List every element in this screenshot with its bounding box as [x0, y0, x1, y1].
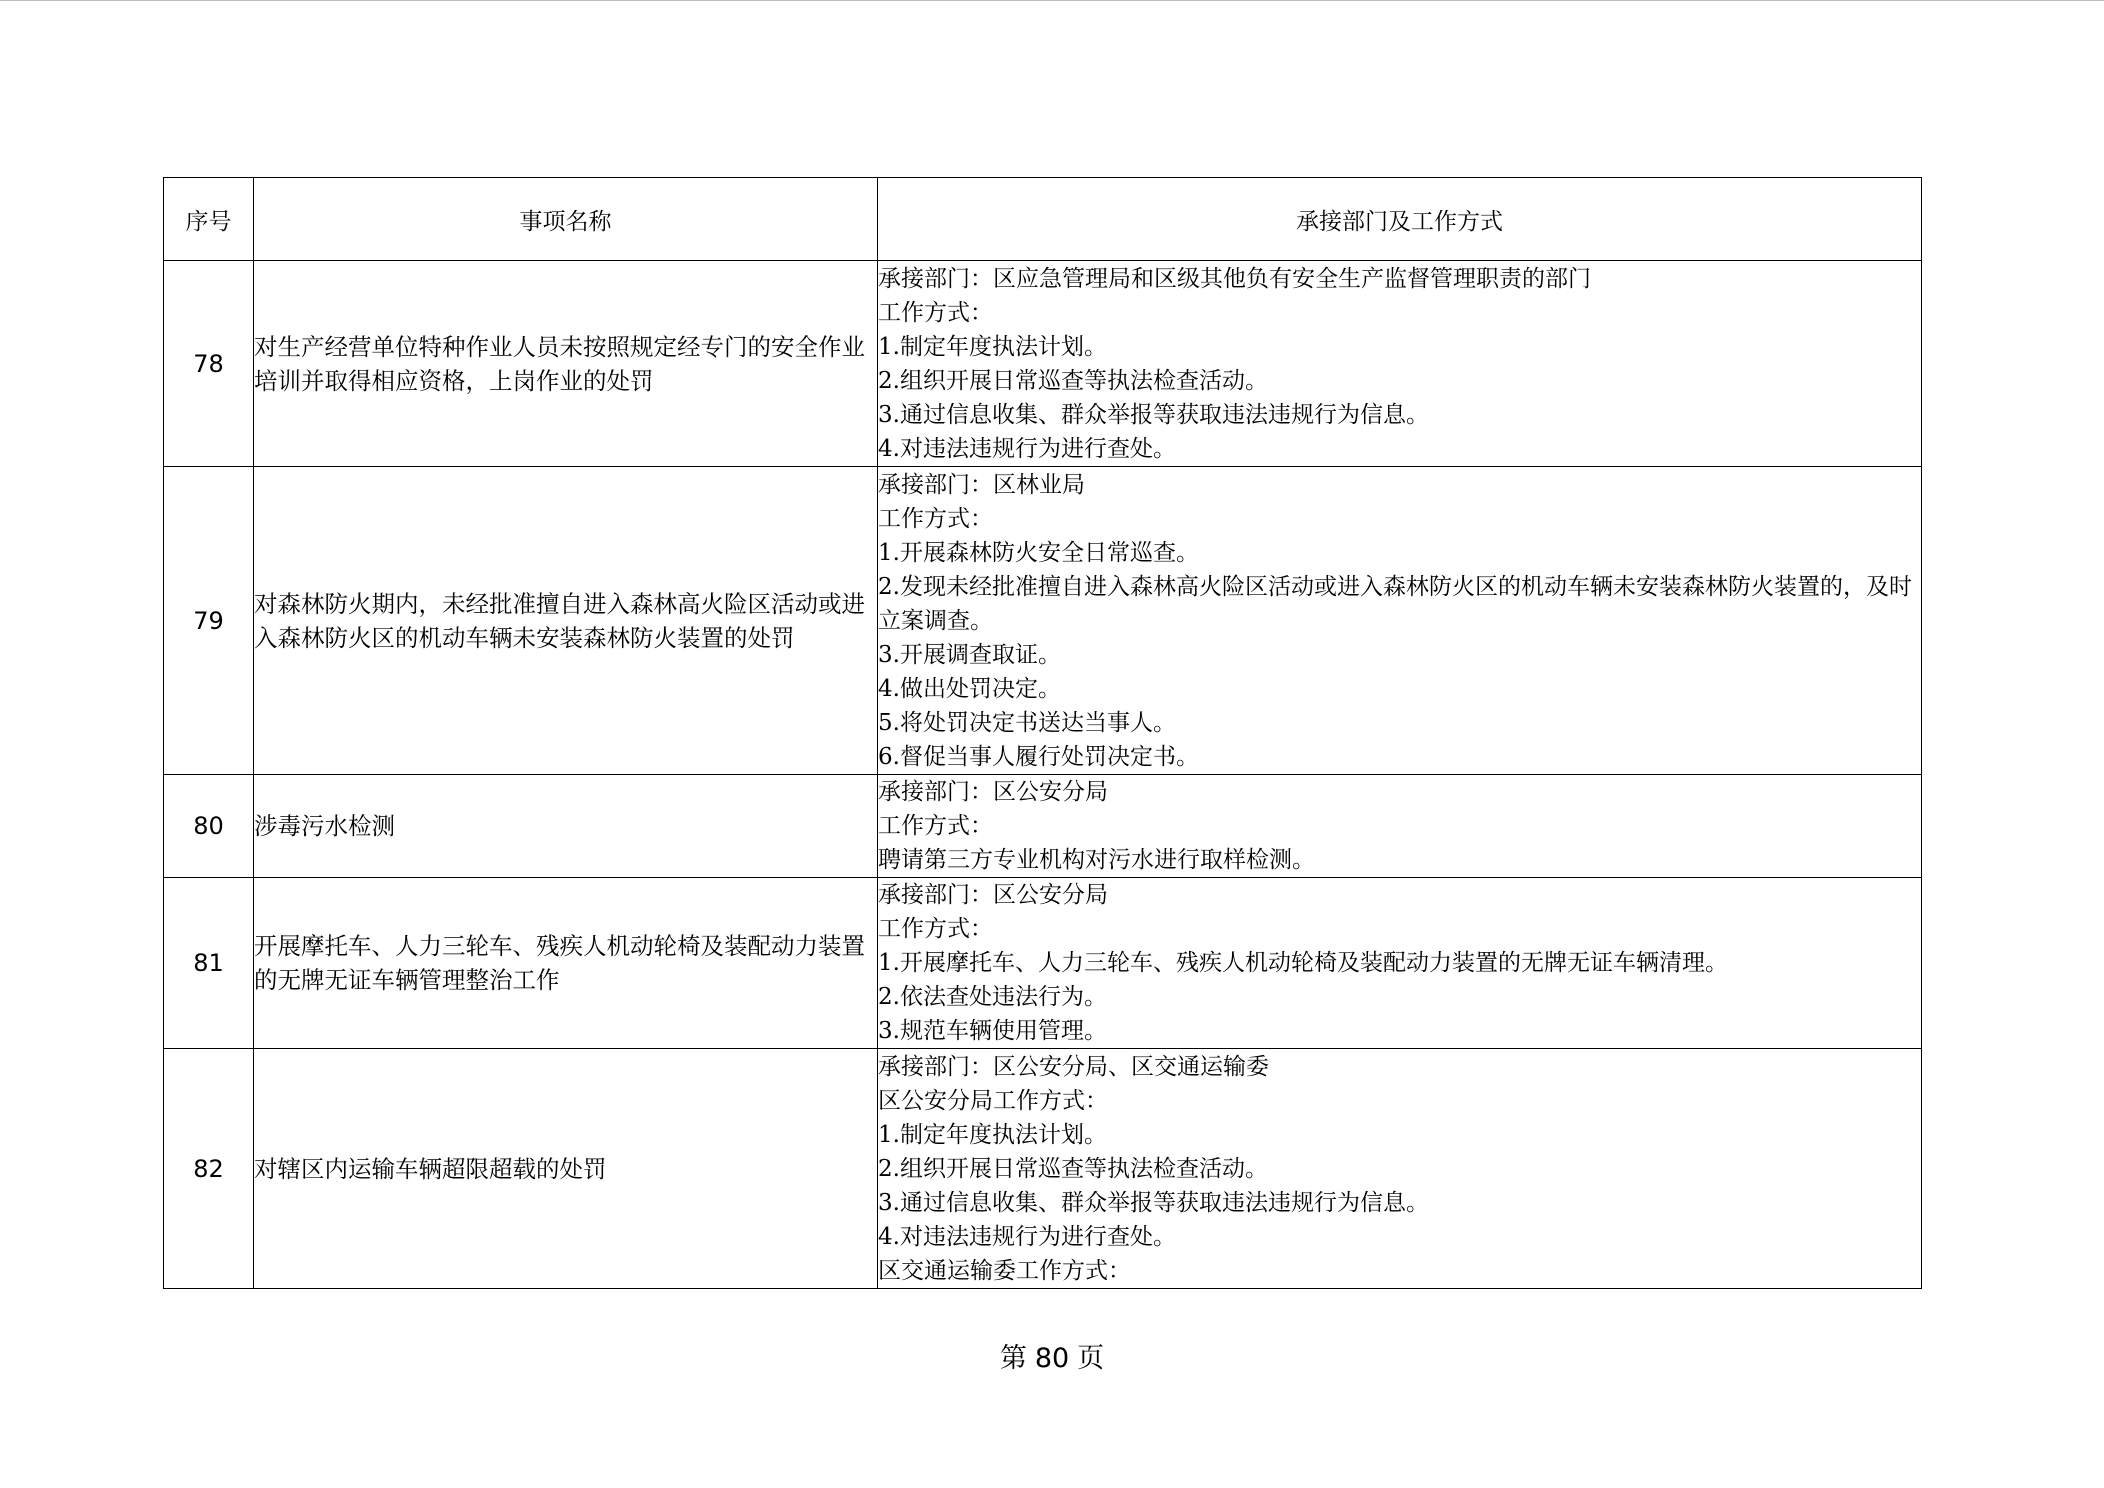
page-suffix: 页 — [1077, 1343, 1105, 1374]
dept-line: 承接部门：区应急管理局和区级其他负有安全生产监督管理职责的部门 — [878, 265, 1591, 292]
dept-line: 承接部门：区公安分局 — [878, 882, 1108, 908]
dept-line: 1.制定年度执法计划。 — [878, 333, 1107, 360]
dept-line: 区公安分局工作方式： — [878, 1087, 1108, 1114]
row-number: 79 — [164, 467, 254, 775]
dept-line: 承接部门：区林业局 — [878, 471, 1085, 498]
table-header-row — [164, 178, 1922, 261]
page-prefix: 第 — [999, 1343, 1027, 1374]
row-dept-method — [878, 1049, 1922, 1289]
table-row — [164, 1049, 1922, 1289]
header-dept-method: 承接部门及工作方式 — [878, 178, 1922, 261]
dept-line: 工作方式： — [878, 505, 993, 532]
dept-line: 1.制定年度执法计划。 — [878, 1121, 1107, 1148]
dept-line: 聘请第三方专业机构对污水进行取样检测。 — [878, 847, 1315, 873]
dept-line: 4.做出处罚决定。 — [878, 675, 1061, 702]
dept-line: 4.对违法违规行为进行查处。 — [878, 1223, 1176, 1250]
dept-line: 6.督促当事人履行处罚决定书。 — [878, 743, 1199, 770]
header-item-name: 事项名称 — [254, 178, 878, 261]
dept-line: 工作方式： — [878, 299, 993, 326]
dept-line: 2.依法查处违法行为。 — [878, 984, 1107, 1010]
table-row — [164, 878, 1922, 1049]
row-item-name: 涉毒污水检测 — [254, 775, 878, 878]
dept-line: 5.将处罚决定书送达当事人。 — [878, 709, 1176, 736]
table-row — [164, 775, 1922, 878]
dept-line: 3.通过信息收集、群众举报等获取违法违规行为信息。 — [878, 401, 1429, 428]
row-item-name: 对辖区内运输车辆超限超载的处罚 — [254, 1049, 878, 1289]
row-number: 81 — [164, 878, 254, 1049]
dept-line: 区交通运输委工作方式： — [878, 1257, 1131, 1284]
dept-line: 承接部门：区公安分局、区交通运输委 — [878, 1053, 1269, 1080]
row-dept-method — [878, 467, 1922, 775]
page-footer — [0, 1336, 2104, 1375]
dept-line: 承接部门：区公安分局 — [878, 779, 1108, 805]
dept-line: 2.组织开展日常巡查等执法检查活动。 — [878, 1155, 1268, 1182]
row-number: 82 — [164, 1049, 254, 1289]
top-border-line — [0, 0, 2104, 1]
dept-line: 3.通过信息收集、群众举报等获取违法违规行为信息。 — [878, 1189, 1429, 1216]
page-number: 80 — [1034, 1343, 1070, 1374]
row-number: 80 — [164, 775, 254, 878]
row-dept-method — [878, 775, 1922, 878]
dept-line: 2.发现未经批准擅自进入森林高火险区活动或进入森林防火区的机动车辆未安装森林防火装置的，及时立案调查。 — [878, 573, 1912, 634]
row-number: 78 — [164, 261, 254, 467]
row-dept-method — [878, 261, 1922, 467]
dept-line: 工作方式： — [878, 916, 993, 942]
row-item-name: 开展摩托车、人力三轮车、残疾人机动轮椅及装配动力装置的无牌无证车辆管理整治工作 — [254, 878, 878, 1049]
table-row — [164, 467, 1922, 775]
dept-line: 工作方式： — [878, 813, 993, 839]
dept-line: 1.开展摩托车、人力三轮车、残疾人机动轮椅及装配动力装置的无牌无证车辆清理。 — [878, 950, 1728, 976]
dept-line: 2.组织开展日常巡查等执法检查活动。 — [878, 367, 1268, 394]
matters-table — [163, 177, 1922, 1289]
dept-line: 3.开展调查取证。 — [878, 641, 1061, 668]
header-seq: 序号 — [164, 178, 254, 261]
dept-line: 4.对违法违规行为进行查处。 — [878, 435, 1176, 462]
table-row — [164, 261, 1922, 467]
row-item-name: 对生产经营单位特种作业人员未按照规定经专门的安全作业培训并取得相应资格，上岗作业的处罚 — [254, 261, 878, 467]
dept-line: 1.开展森林防火安全日常巡查。 — [878, 539, 1199, 566]
row-item-name: 对森林防火期内，未经批准擅自进入森林高火险区活动或进入森林防火区的机动车辆未安装森林防火装置的处罚 — [254, 467, 878, 775]
dept-line: 3.规范车辆使用管理。 — [878, 1018, 1107, 1044]
row-dept-method — [878, 878, 1922, 1049]
